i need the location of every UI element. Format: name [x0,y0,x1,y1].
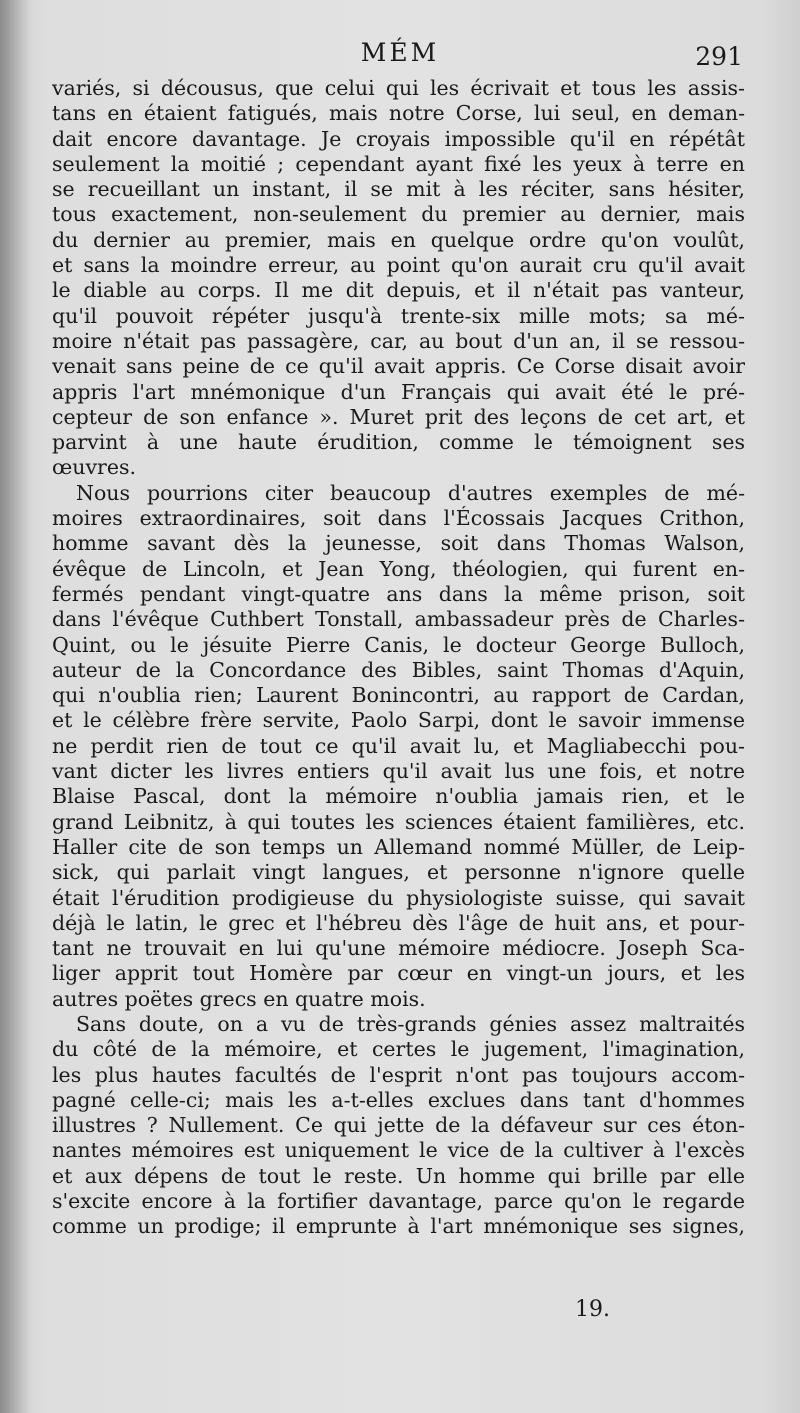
text-line: s'excite encore à la fortifier davantage, parce qu'on le regarde [52,1189,745,1214]
text-line: homme savant dès la jeunesse, soit dans Thomas Walson, [52,531,745,556]
text-line: moire n'était pas passagère, car, au bout d'un an, il se ressou- [52,328,745,353]
text-line: appris l'art mnémonique d'un Français qui avait été le pré- [52,379,745,404]
text-line: seulement la moitié ; cependant ayant fixé les yeux à terre en [52,151,745,176]
text-line: qu'il pouvoit répéter jusqu'à trente-six mille mots; sa mé- [52,303,745,328]
text-line: autres poëtes grecs en quatre mois. [52,986,426,1011]
text-line: parvint à une haute érudition, comme le témoignent ses [52,430,745,455]
text-line: venait sans peine de ce qu'il avait appris. Ce Corse disait avoir [52,354,745,379]
text-line: Haller cite de son temps un Allemand nommé Müller, de Leip- [52,834,745,859]
text-line: variés, si décousus, que celui qui les écrivait et tous les assis- [52,76,745,100]
text-line: dait encore davantage. Je croyais impossible qu'il en répétât [52,126,745,151]
signature-mark: 19. [575,1297,610,1322]
text-line: était l'érudition prodigieuse du physiologiste suisse, qui savait [52,885,745,910]
text-line: cepteur de son enfance ». Muret prit des leçons de cet art, et [52,404,745,429]
text-line: qui n'oublia rien; Laurent Bonincontri, au rapport de Cardan, [52,683,745,708]
text-line: moires extraordinaires, soit dans l'Écossais Jacques Crithon, [52,506,745,531]
body-text [52,76,745,1240]
text-line: grand Leibnitz, à qui toutes les sciences étaient familières, etc. [52,809,745,834]
running-head: MÉM [360,38,440,67]
text-line: tous exactement, non-seulement du premier au dernier, mais [52,202,745,227]
text-line: le diable au corps. Il me dit depuis, et il n'était pas vanteur, [52,278,745,303]
text-line: Nous pourrions citer beaucoup d'autres exemples de mé- [76,480,745,505]
text-line: ne perdit rien de tout ce qu'il avait lu, et Magliabecchi pou- [52,733,745,758]
gutter-shadow [0,0,30,1413]
text-line: pagné celle-ci; mais les a-t-elles exclues dans tant d'hommes [52,1087,745,1112]
text-line: évêque de Lincoln, et Jean Yong, théologien, qui furent en- [52,556,745,581]
text-line: fermés pendant vingt-quatre ans dans la même prison, soit [52,581,745,606]
page-header [55,38,745,78]
page-number: 291 [695,42,743,71]
text-line: Quint, ou le jésuite Pierre Canis, le docteur George Bulloch, [52,632,745,657]
text-line: tant ne trouvait en lui qu'une mémoire médiocre. Joseph Sca- [52,936,745,961]
text-line: déjà le latin, le grec et l'hébreu dès l'âge de huit ans, et pour- [52,910,745,935]
text-line: du côté de la mémoire, et certes le jugement, l'imagination, [52,1037,745,1062]
text-line: auteur de la Concordance des Bibles, saint Thomas d'Aquin, [52,657,745,682]
text-line: sick, qui parlait vingt langues, et personne n'ignore quelle [52,860,745,885]
text-line: et sans la moindre erreur, au point qu'on aurait cru qu'il avait [52,253,745,278]
text-line: liger apprit tout Homère par cœur en vingt-un jours, et les [52,961,745,986]
text-line: œuvres. [52,455,137,480]
text-line: tans en étaient fatigués, mais notre Corse, lui seul, en deman- [52,101,745,126]
text-line: dans l'évêque Cuthbert Tonstall, ambassadeur près de Charles- [52,607,745,632]
text-line: vant dicter les livres entiers qu'il avait lus une fois, et notre [52,759,745,784]
text-line: les plus hautes facultés de l'esprit n'ont pas toujours accom- [52,1062,745,1087]
text-line: illustres ? Nullement. Ce qui jette de la défaveur sur ces éton- [52,1113,745,1138]
text-line: nantes mémoires est uniquement le vice de la cultiver à l'excès [52,1138,745,1163]
text-line: Sans doute, on a vu de très-grands génies assez maltraités [76,1011,745,1036]
text-line: et aux dépens de tout le reste. Un homme qui brille par elle [52,1163,745,1188]
text-line: se recueillant un instant, il se mit à les réciter, sans hésiter, [52,177,745,202]
text-line: Blaise Pascal, dont la mémoire n'oublia jamais rien, et le [52,784,745,809]
text-line: et le célèbre frère servite, Paolo Sarpi, dont le savoir immense [52,708,745,733]
text-line: du dernier au premier, mais en quelque ordre qu'on voulût, [52,227,745,252]
text-line: comme un prodige; il emprunte à l'art mnémonique ses signes, [52,1214,745,1239]
